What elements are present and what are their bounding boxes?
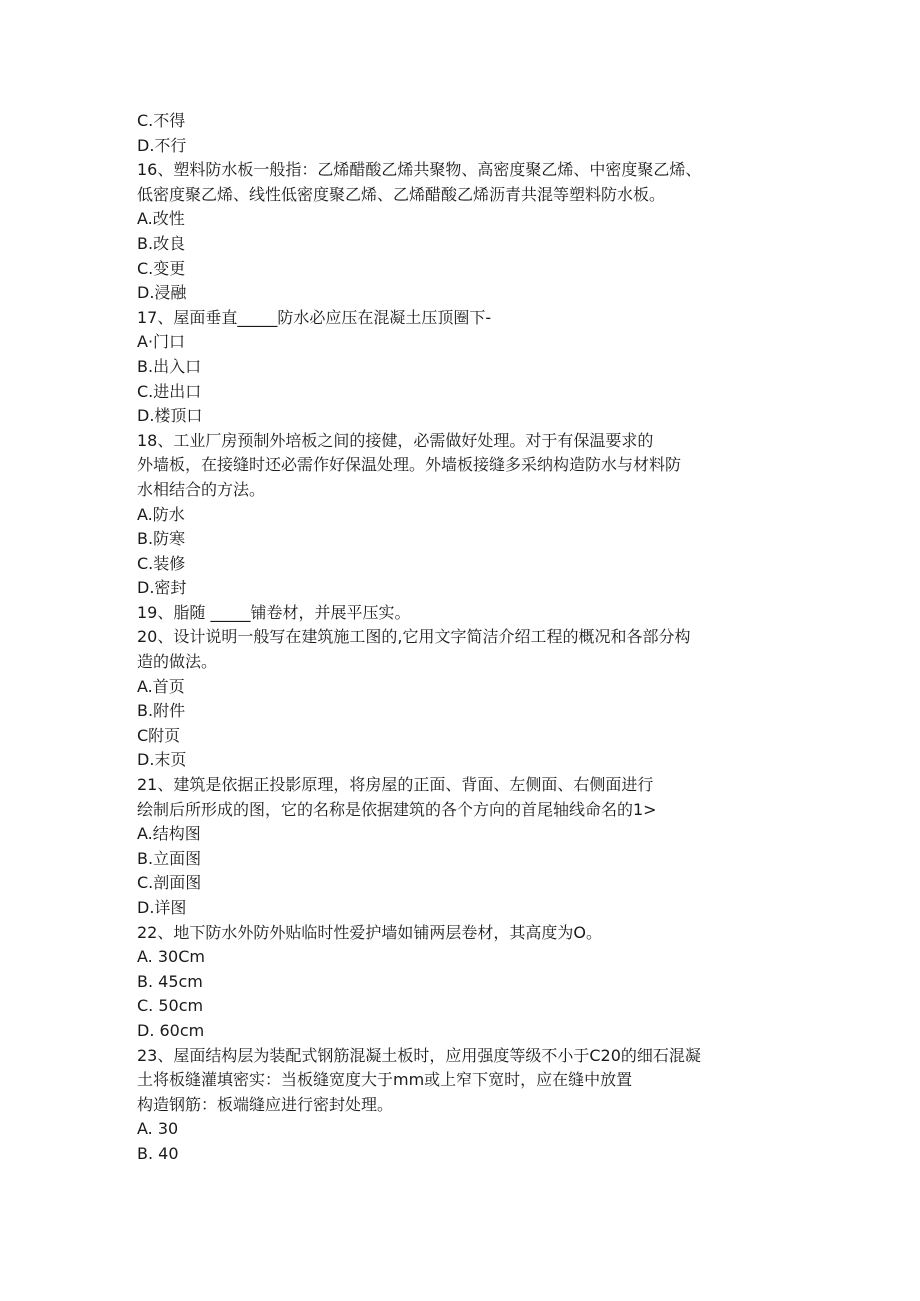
text-line: A. 30Cm [137,947,205,967]
text-line: 土将板缝灌填密实：当板缝宽度大于mm或上窄下宽时，应在缝中放置 [137,1070,633,1090]
text-line: 构造钢筋：板端缝应进行密封处理。 [137,1094,394,1114]
text-line: B.防寒 [137,529,186,549]
text-line: D.浸融 [137,283,187,303]
text-line: C.进出口 [137,381,202,401]
text-line: C. 50cm [137,996,204,1016]
text-line: C.剖面图 [137,873,202,893]
text-line: B.附件 [137,701,186,721]
text-line: 19、脂随 _____铺卷材，并展平压实。 [137,602,411,622]
text-line: B.出入口 [137,356,202,376]
text-line: D.密封 [137,578,187,598]
text-line: C附页 [137,725,181,745]
document-page [137,109,797,1167]
text-line: B.改良 [137,233,186,253]
text-line: B. 45cm [137,971,203,991]
text-line: D. 60cm [137,1020,205,1040]
text-line: 17、屋面垂直_____防水必应压在混凝土压顶圈下- [137,307,492,327]
text-line: C.变更 [137,258,186,278]
text-line: 水相结合的方法。 [137,479,266,499]
text-line: A.首页 [137,676,185,696]
text-line: A·门口 [137,332,186,352]
text-line: D.末页 [137,750,187,770]
text-line: D.楼顶口 [137,406,203,426]
text-line: C.装修 [137,553,186,573]
text-line: A.改性 [137,209,185,229]
text-line: 低密度聚乙烯、线性低密度聚乙烯、乙烯醋酸乙烯沥青共混等塑料防水板。 [137,184,666,204]
text-line: A. 30 [137,1119,179,1139]
text-line: 18、工业厂房预制外培板之间的接健，必需做好处理。对于有保温要求的 [137,430,654,450]
text-line: A.结构图 [137,824,201,844]
text-line: 绘制后所形成的图，它的名称是依据建筑的各个方向的首尾轴线命名的1> [137,799,657,819]
text-line: D.详图 [137,898,187,917]
text-line: 16、塑料防水板一般指：乙烯醋酸乙烯共聚物、高密度聚乙烯、中密度聚乙烯、 [137,160,702,180]
text-line: 22、地下防水外防外贴临时性爱护墙如铺两层卷材，其高度为O。 [137,922,602,942]
text-line: C.不得 [137,111,186,130]
text-line: 造的做法。 [137,652,218,672]
text-line: B.立面图 [137,848,202,868]
text-line: 23、屋面结构层为装配式钢筋混凝土板时，应用强度等级不小于C20的细石混凝 [137,1045,701,1065]
text-line: 20、设计说明一般写在建筑施工图的,它用文字简洁介绍工程的概况和各部分构 [137,627,691,647]
text-line: A.防水 [137,504,185,524]
text-line: 外墙板，在接缝时还必需作好保温处理。外墙板接缝多采纳构造防水与材料防 [137,455,682,475]
text-line: 21、建筑是依据正投影原理，将房屋的正面、背面、左侧面、右侧面进行 [137,775,654,795]
text-line: B. 40 [137,1143,179,1163]
text-line: D.不行 [137,135,187,155]
